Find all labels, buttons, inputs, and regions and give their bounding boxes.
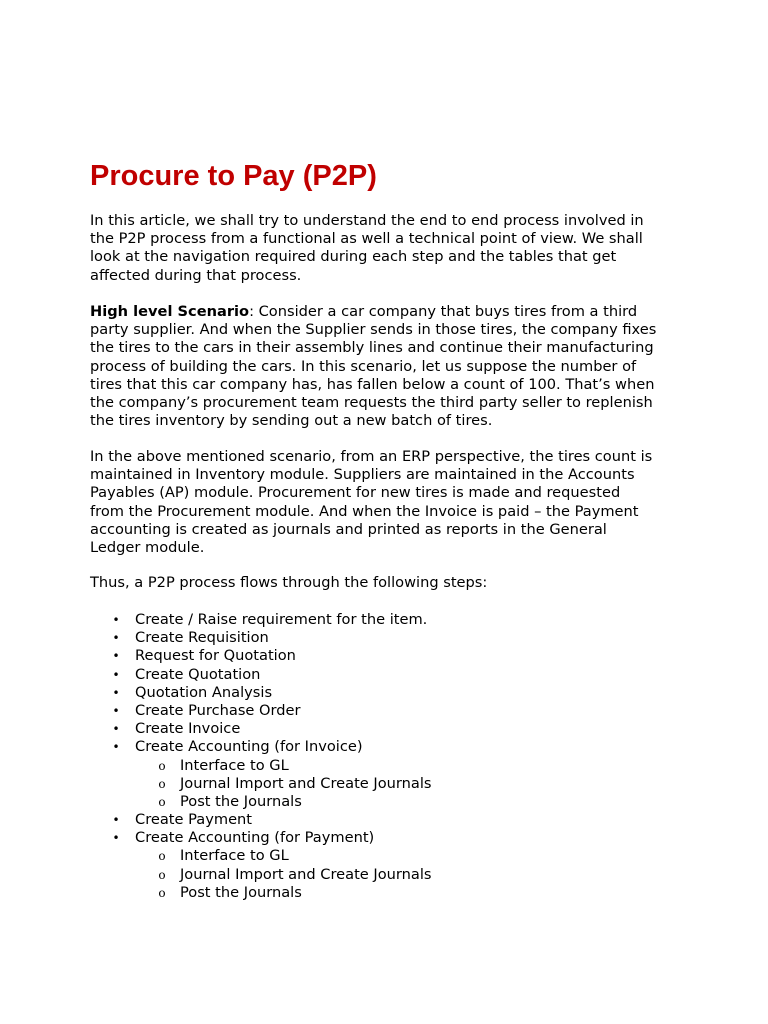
sub-list-item [90, 775, 432, 793]
list-item-text: Create Requisition [135, 629, 269, 647]
circle-bullet-icon: o [158, 794, 166, 809]
erp-paragraph [90, 448, 690, 557]
erp-line: Ledger module. [90, 539, 205, 557]
scenario-line [90, 303, 690, 321]
intro-line: affected during that process. [90, 266, 302, 284]
list-item-text: Request for Quotation [135, 647, 296, 665]
scenario-line: the company’s procurement team requests the third party seller to replenish [90, 394, 653, 412]
bullet-icon: • [112, 613, 120, 627]
list-item [90, 720, 432, 738]
list-item-text: Create Quotation [135, 665, 261, 683]
steps-intro-text: Thus, a P2P process flows through the following steps: [90, 574, 488, 591]
list-item-text: Interface to GL [180, 847, 289, 865]
list-item [90, 738, 432, 756]
bullet-icon: • [112, 703, 120, 718]
intro-paragraph [90, 212, 690, 285]
list-item-text: Interface to GL [180, 756, 289, 774]
list-item [90, 829, 432, 847]
bullet-icon: • [112, 631, 120, 646]
list-item [90, 684, 432, 702]
bullet-icon: • [112, 685, 120, 700]
circle-bullet-icon: o [158, 867, 166, 882]
circle-bullet-icon: o [158, 758, 166, 773]
sub-list-item [90, 793, 432, 811]
erp-line: In the above mentioned scenario, from an ERP perspective, the tires count is [90, 448, 653, 465]
scenario-line: party supplier. And when the Supplier sends in those tires, the company fixes [90, 321, 657, 339]
sub-list-item [90, 757, 432, 775]
list-item [90, 611, 432, 629]
bullet-icon: • [112, 722, 120, 737]
list-item-text: Create Accounting (for Payment) [135, 829, 375, 847]
erp-line: from the Procurement module. And when the Invoice is paid – the Payment [90, 502, 639, 520]
erp-line: accounting is created as journals and printed as reports in the General [90, 520, 607, 538]
list-item-text: Quotation Analysis [135, 683, 273, 701]
scenario-line: the tires inventory by sending out a new batch of tires. [90, 412, 493, 430]
bullet-icon: • [112, 831, 120, 846]
list-item-text: Journal Import and Create Journals [180, 774, 432, 792]
list-item-text: Create Purchase Order [135, 701, 301, 719]
erp-line: maintained in Inventory module. Suppliers are maintained in the Accounts [90, 466, 635, 484]
steps-intro [90, 574, 690, 592]
sub-list-item [90, 866, 432, 884]
circle-bullet-icon: o [158, 885, 166, 900]
scenario-paragraph [90, 303, 690, 430]
list-item [90, 811, 432, 829]
scenario-line: the tires to the cars in their assembly lines and continue their manufacturing [90, 339, 654, 357]
list-item-text: Journal Import and Create Journals [180, 865, 432, 883]
list-item-text: Post the Journals [180, 883, 302, 901]
list-item-text: Create Invoice [135, 720, 241, 738]
intro-line: In this article, we shall try to understand the end to end process involved in [90, 212, 644, 229]
sub-list-item [90, 884, 432, 902]
list-item-text: Create Accounting (for Invoice) [135, 738, 363, 756]
bullet-icon: • [112, 649, 120, 664]
list-item [90, 647, 432, 665]
bullet-icon: • [112, 740, 120, 755]
sub-list-item [90, 847, 432, 865]
list-item-text: Create / Raise requirement for the item. [135, 611, 428, 628]
list-item [90, 666, 432, 684]
list-item [90, 629, 432, 647]
steps-list [90, 611, 432, 902]
page-title: Procure to Pay (P2P) [90, 160, 377, 192]
list-item-text: Post the Journals [180, 792, 302, 810]
scenario-line: process of building the cars. In this scenario, let us suppose the number of [90, 357, 637, 375]
erp-line: Payables (AP) module. Procurement for new tires is made and requested [90, 484, 621, 502]
intro-line: the P2P process from a functional as well a technical point of view. We shall [90, 230, 643, 248]
scenario-first-line: : Consider a car company that buys tires from a third [249, 303, 638, 320]
scenario-line: tires that this car company has, has fallen below a count of 100. That’s when [90, 375, 655, 393]
list-item [90, 702, 432, 720]
bullet-icon: • [112, 813, 120, 828]
circle-bullet-icon: o [158, 849, 166, 864]
intro-line: look at the navigation required during each step and the tables that get [90, 248, 617, 266]
list-item-text: Create Payment [135, 811, 253, 829]
scenario-label: High level Scenario [90, 303, 250, 320]
circle-bullet-icon: o [158, 776, 166, 791]
bullet-icon: • [112, 667, 120, 682]
